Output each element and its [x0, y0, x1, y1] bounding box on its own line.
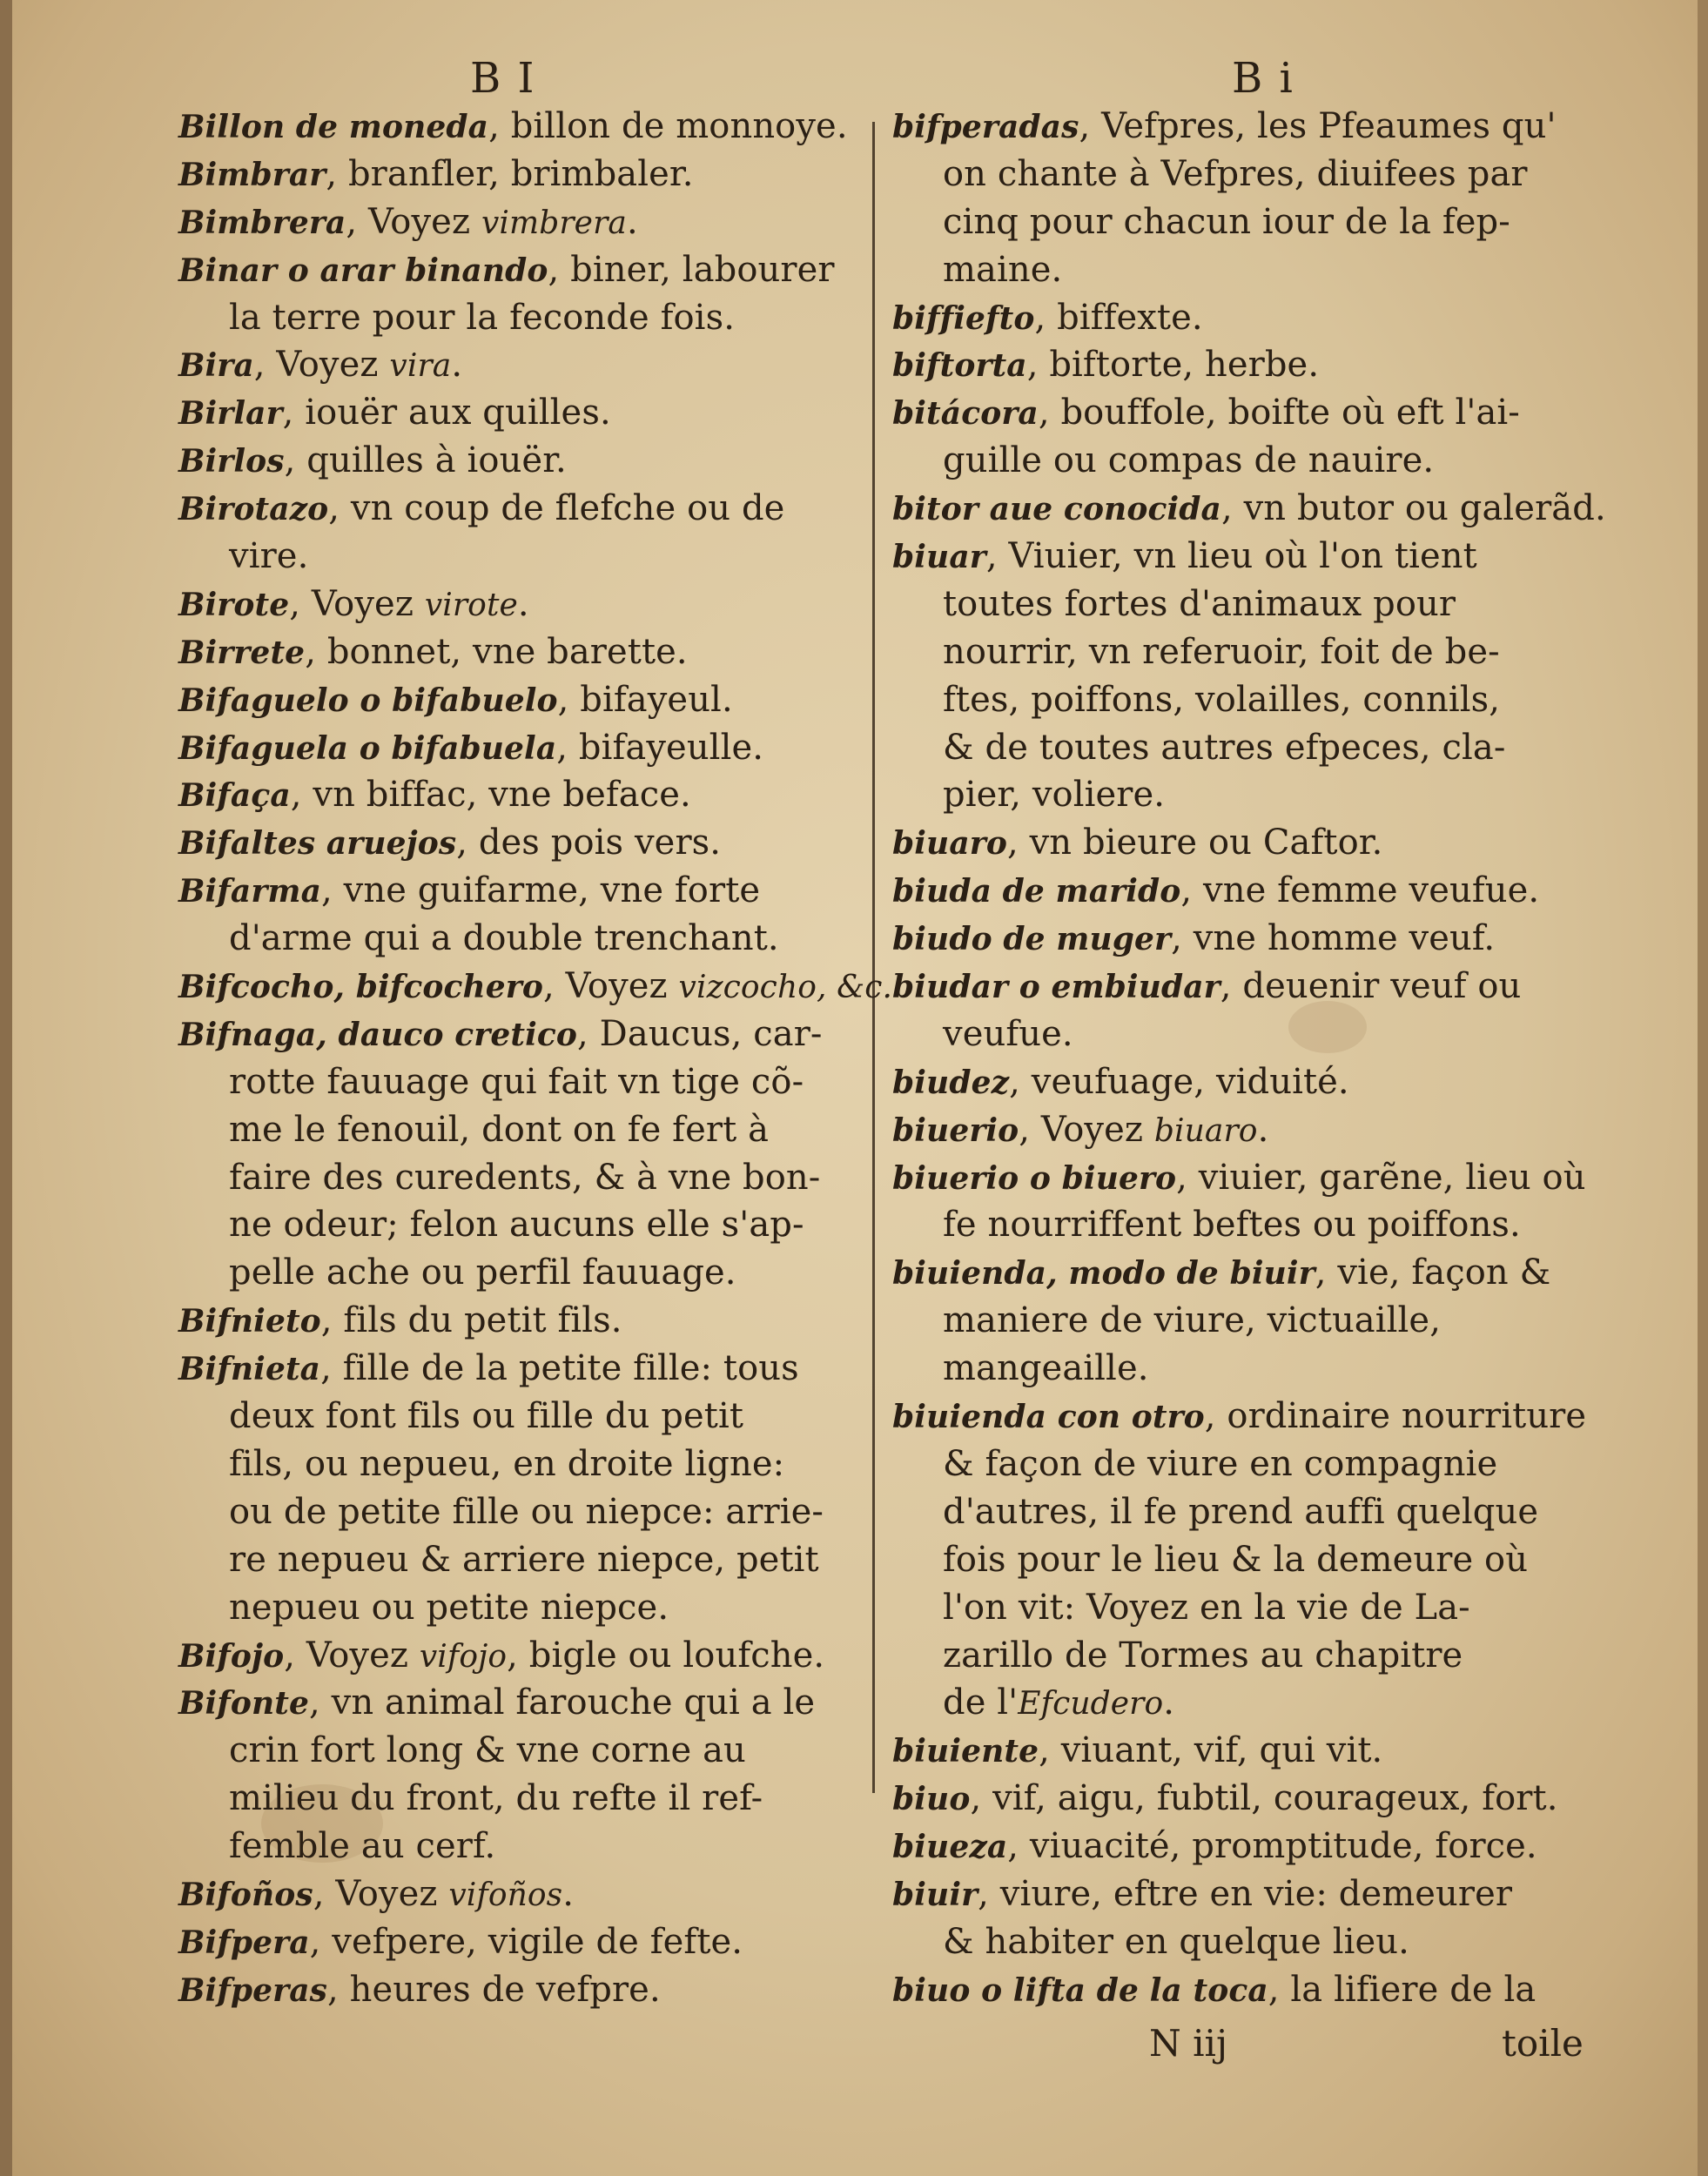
headword: Birlos [178, 443, 285, 480]
dictionary-entry-line [892, 389, 1567, 437]
entry-text: fois pour le lieu & la demeure où [943, 1539, 1529, 1580]
headword: biuo [892, 1781, 971, 1818]
headword: Bifarma [178, 873, 322, 910]
continuation-line [892, 246, 1567, 294]
entry-text: , fille de la petite fille: tous [320, 1348, 799, 1389]
dictionary-entry-line [892, 1727, 1567, 1775]
dictionary-entry-line [892, 1823, 1567, 1870]
continuation-line [892, 724, 1567, 772]
headword: Birrete [178, 634, 306, 671]
headword: Bifaguelo o bifabuelo [178, 682, 558, 719]
continuation-line [892, 628, 1567, 676]
headword: biuda de marido [892, 873, 1181, 910]
entry-text: , vne homme veuf. [1171, 918, 1496, 959]
headword: biuar [892, 539, 986, 576]
dictionary-entry-line [892, 1154, 1586, 1202]
entry-text: , deuenir veuf ou [1220, 966, 1522, 1007]
entry-text: cinq pour chacun iour de la fep- [943, 201, 1510, 242]
dictionary-entry-line [178, 676, 866, 724]
dictionary-entry-line [892, 1393, 1587, 1441]
cross-reference: Efcudero [1018, 1686, 1164, 1723]
dictionary-entry-line [892, 341, 1567, 389]
dictionary-entry-line [178, 151, 866, 198]
dictionary-entry-line [892, 1249, 1567, 1297]
entry-text: , des pois vers. [456, 823, 722, 863]
entry-text: de l' [943, 1682, 1019, 1723]
right-column [892, 103, 1606, 2014]
dictionary-entry-line [178, 198, 866, 246]
dictionary-entry-line [892, 1870, 1567, 1918]
continuation-line [178, 1154, 866, 1202]
entry-text: . [1257, 1109, 1269, 1150]
column-divider [872, 122, 875, 1793]
entry-text: , iouër aux quilles. [282, 393, 611, 433]
entry-text: fe nourriffent beftes ou poiffons. [943, 1205, 1521, 1246]
headword: biuo o lifta de la toca [892, 1971, 1268, 2009]
headword: biueza [892, 1829, 1008, 1866]
entry-text: , vn coup de flefche ou de [328, 488, 785, 529]
continuation-line [178, 533, 866, 581]
dictionary-entry-line [892, 1775, 1567, 1823]
entry-text: nourrir, vn referuoir, foit de be- [943, 631, 1500, 672]
entry-text: , biner, labourer [548, 249, 835, 290]
entry-text: & de toutes autres efpeces, cla- [943, 727, 1506, 768]
headword: Bifojo [178, 1637, 285, 1675]
dictionary-entry-line [892, 294, 1567, 342]
entry-text: , bifayeulle. [556, 727, 764, 768]
continuation-line [892, 198, 1567, 246]
entry-text: ne odeur; felon aucuns elle s'ap- [229, 1205, 804, 1246]
continuation-line [178, 1823, 866, 1870]
continuation-line [178, 1249, 866, 1297]
headword: biudo de muger [892, 921, 1172, 958]
entry-text: re nepueu & arriere niepce, petit [229, 1539, 819, 1580]
entry-text: , biftorte, herbe. [1026, 345, 1320, 386]
entry-text: faire des curedents, & à vne bon- [229, 1157, 821, 1198]
entry-text: ftes, poiffons, volailles, connils, [943, 679, 1501, 720]
headword: Birotazo [178, 491, 329, 528]
entry-text: mangeaille. [943, 1348, 1149, 1389]
dictionary-entry-line [178, 867, 866, 915]
headword: biuir [892, 1876, 978, 1913]
headword: Bimbrar [178, 156, 326, 193]
dictionary-entry-line [178, 1966, 866, 2014]
entry-text: , Voyez [1019, 1109, 1154, 1150]
continuation-line [178, 1536, 866, 1584]
headword: biuienda con otro [892, 1399, 1205, 1436]
entry-text: . [562, 1873, 575, 1914]
continuation-line [892, 1679, 1567, 1727]
entry-text: , viuier, garẽne, lieu où [1176, 1157, 1586, 1198]
dictionary-entry-line [178, 1679, 866, 1727]
headword: Binar o arar binando [178, 252, 548, 289]
dictionary-entry-line [178, 103, 866, 151]
continuation-line [178, 1393, 866, 1441]
dictionary-entry-line [178, 581, 866, 628]
entry-text: , vie, façon & [1315, 1253, 1551, 1293]
entry-text: fils, ou nepueu, en droite ligne: [229, 1443, 785, 1484]
dictionary-entry-line [178, 1918, 866, 1966]
continuation-line [892, 771, 1567, 819]
headword: Billon de moneda [178, 109, 489, 145]
entry-text: maniere de viure, victuaille, [943, 1300, 1442, 1341]
cross-reference: vifoños [448, 1877, 563, 1913]
entry-text: , bifayeul. [557, 679, 733, 720]
entry-text: , vif, aigu, fubtil, courageux, fort. [970, 1778, 1558, 1819]
headword: Bimbrera [178, 204, 346, 241]
continuation-line [892, 1345, 1567, 1393]
page-edge-right [1698, 0, 1708, 2176]
page-edge-left [0, 0, 12, 2176]
headword: biuienda, modo de biuir [892, 1255, 1315, 1293]
dictionary-entry-line [892, 103, 1567, 151]
entry-text: . [626, 201, 638, 242]
entry-text: , bonnet, vne barette. [305, 631, 688, 672]
cross-reference: virote [424, 587, 518, 623]
entry-text: pelle ache ou perfil fauuage. [229, 1253, 736, 1293]
dictionary-entry-line [178, 628, 866, 676]
entry-text: , vne guifarme, vne forte [321, 870, 761, 911]
entry-text: & habiter en quelque lieu. [943, 1921, 1409, 1962]
headword: Bifnieta [178, 1351, 321, 1388]
dictionary-entry-line [178, 963, 893, 1011]
continuation-line [892, 1441, 1567, 1488]
headword: biudar o embiudar [892, 969, 1220, 1006]
entry-text: , branfler, brimbaler. [326, 153, 694, 194]
continuation-line [892, 1011, 1567, 1058]
continuation-line [892, 437, 1567, 485]
entry-text: , bigle ou loufche. [507, 1635, 825, 1676]
cross-reference: vimbrera [481, 205, 627, 241]
headword: biuerio [892, 1112, 1019, 1149]
continuation-line [178, 1584, 866, 1632]
dictionary-entry-line [892, 963, 1567, 1011]
cross-reference: biuaro [1153, 1112, 1258, 1149]
headword: Bifaltes aruejos [178, 825, 457, 863]
entry-text: , veufuage, viduité. [1009, 1061, 1349, 1102]
entry-text: , billon de monnoye. [488, 106, 848, 146]
dictionary-entry-line [178, 1870, 866, 1918]
dictionary-entry-line [178, 437, 866, 485]
dictionary-entry-line [892, 1966, 1567, 2014]
headword: Bifcocho, bifcochero [178, 969, 543, 1006]
continuation-line [892, 1297, 1567, 1345]
entry-text: nepueu ou petite niepce. [229, 1587, 669, 1628]
dictionary-entry-line [892, 867, 1567, 915]
entry-text: crin fort long & vne corne au [229, 1730, 746, 1771]
headword: Bifnieto [178, 1303, 321, 1340]
entry-text: , Vefpres, les Pfeaumes qu' [1079, 106, 1557, 146]
headword: Bifpera [178, 1924, 310, 1961]
entry-text: , viuant, vif, qui vit. [1039, 1730, 1383, 1771]
dictionary-entry-line [178, 1297, 866, 1345]
continuation-line [892, 1488, 1567, 1536]
entry-text: vire. [229, 536, 309, 577]
dictionary-entry-line [178, 485, 866, 533]
headword: Bifonte [178, 1685, 310, 1723]
entry-text: , Voyez [313, 1873, 449, 1914]
headword: Birote [178, 586, 290, 623]
dictionary-entry-line [178, 771, 866, 819]
catchword: toile [1502, 2022, 1584, 2065]
dictionary-entry-line [892, 915, 1567, 963]
entry-text: , Voyez [289, 583, 425, 624]
entry-text: . [451, 345, 463, 386]
continuation-line [178, 915, 866, 963]
dictionary-entry-line [178, 246, 866, 294]
entry-text: , biffexte. [1034, 297, 1203, 338]
entry-text: ou de petite fille ou niepce: arrie- [229, 1491, 824, 1532]
entry-text: , ordinaire nourriture [1204, 1396, 1587, 1437]
cross-reference: vira [389, 348, 452, 385]
entry-text: , vne femme veufue. [1180, 870, 1540, 911]
headword: Bira [178, 347, 254, 385]
continuation-line [178, 1727, 866, 1775]
dictionary-entry-line [178, 724, 866, 772]
cross-reference: vifojo [419, 1638, 508, 1675]
entry-text: , vefpere, vigile de fefte. [309, 1921, 743, 1962]
entry-text: , bouffole, boifte où eft l'ai- [1038, 393, 1520, 433]
cross-reference: vizcocho, &c. [678, 970, 893, 1006]
dictionary-entry-line [892, 485, 1606, 533]
entry-text: , viuacité, promptitude, force. [1007, 1826, 1537, 1867]
entry-text: , Voyez [253, 345, 390, 386]
continuation-line [178, 1488, 866, 1536]
entry-text: rotte fauuage qui fait vn tige cõ- [229, 1061, 804, 1102]
dictionary-entry-line [892, 533, 1567, 581]
headword: bitor aue conocida [892, 491, 1221, 528]
continuation-line [892, 1918, 1567, 1966]
continuation-line [178, 1201, 866, 1249]
headword: biudez [892, 1064, 1010, 1101]
continuation-line [892, 1584, 1567, 1632]
continuation-line [178, 1106, 866, 1154]
entry-text: . [1163, 1682, 1175, 1723]
continuation-line [178, 1441, 866, 1488]
headword: Bifnaga, dauco cretico [178, 1016, 578, 1053]
entry-text: veufue. [943, 1013, 1073, 1054]
running-head-left: B I [470, 54, 536, 103]
dictionary-entry-line [892, 1106, 1567, 1154]
entry-text: , vn animal farouche qui a le [309, 1682, 816, 1723]
entry-text: pier, voliere. [943, 775, 1166, 816]
headword: biffiefto [892, 299, 1035, 337]
entry-text: maine. [943, 249, 1063, 290]
entry-text: , heures de vefpre. [327, 1969, 661, 2010]
entry-text: , vn biffac, vne beface. [290, 775, 691, 816]
headword: Bifaça [178, 777, 291, 815]
entry-text: me le fenouil, dont on fe fert à [229, 1109, 770, 1150]
entry-text: l'on vit: Voyez en la vie de La- [943, 1587, 1470, 1628]
entry-text: , vn butor ou galerãd. [1220, 488, 1606, 529]
continuation-line [892, 151, 1567, 198]
headword: biuiente [892, 1733, 1039, 1770]
entry-text: on chante à Vefpres, diuifees par [943, 153, 1528, 194]
dictionary-entry-line [178, 819, 866, 867]
dictionary-entry-line [892, 819, 1567, 867]
continuation-line [892, 676, 1567, 724]
entry-text: deux font fils ou fille du petit [229, 1396, 744, 1437]
entry-text: zarillo de Tormes au chapitre [943, 1635, 1463, 1676]
dictionary-entry-line [178, 1011, 866, 1058]
continuation-line [892, 1536, 1567, 1584]
left-column [178, 103, 893, 2014]
headword: Bifperas [178, 1971, 328, 2009]
headword: bitácora [892, 395, 1039, 433]
continuation-line [892, 1201, 1567, 1249]
headword: biuerio o biuero [892, 1159, 1177, 1197]
running-head-right: B i [1232, 54, 1294, 103]
entry-text: d'arme qui a double trenchant. [229, 918, 779, 959]
continuation-line [892, 581, 1567, 628]
entry-text: & façon de viure en compagnie [943, 1443, 1498, 1484]
headword: Bifaguela o bifabuela [178, 729, 557, 767]
entry-text: , viure, eftre en vie: demeurer [978, 1873, 1513, 1914]
headword: biftorta [892, 347, 1027, 385]
entry-text: , Voyez [346, 201, 481, 242]
dictionary-entry-line [178, 1632, 866, 1680]
entry-text: femble au cerf. [229, 1826, 496, 1867]
continuation-line [178, 294, 866, 342]
entry-text: , fils du petit fils. [320, 1300, 622, 1341]
entry-text: milieu du front, du refte il ref- [229, 1778, 763, 1819]
entry-text: , vn bieure ou Caftor. [1006, 823, 1383, 863]
headword: Bifoños [178, 1876, 313, 1913]
dictionary-entry-line [892, 1058, 1567, 1106]
entry-text: , quilles à iouër. [284, 440, 567, 481]
entry-text: toutes fortes d'animaux pour [943, 583, 1456, 624]
dictionary-entry-line [178, 389, 866, 437]
entry-text: guille ou compas de nauire. [943, 440, 1435, 481]
entry-text: , Voyez [542, 966, 679, 1007]
entry-text: la terre pour la feconde fois. [229, 297, 736, 338]
continuation-line [892, 1632, 1567, 1680]
continuation-line [178, 1775, 866, 1823]
continuation-line [178, 1058, 866, 1106]
entry-text: . [517, 583, 529, 624]
headword: biuaro [892, 825, 1007, 863]
entry-text: , la lifiere de la [1268, 1969, 1537, 2010]
dictionary-entry-line [178, 1345, 866, 1393]
entry-text: , Viuier, vn lieu où l'on tient [985, 536, 1477, 577]
signature-mark: N iij [1149, 2022, 1227, 2065]
entry-text: , Daucus, car- [577, 1013, 823, 1054]
entry-text: d'autres, il fe prend auffi quelque [943, 1491, 1539, 1532]
headword: bifperadas [892, 109, 1079, 145]
entry-text: , Voyez [284, 1635, 420, 1676]
headword: Birlar [178, 395, 283, 433]
dictionary-entry-line [178, 341, 866, 389]
